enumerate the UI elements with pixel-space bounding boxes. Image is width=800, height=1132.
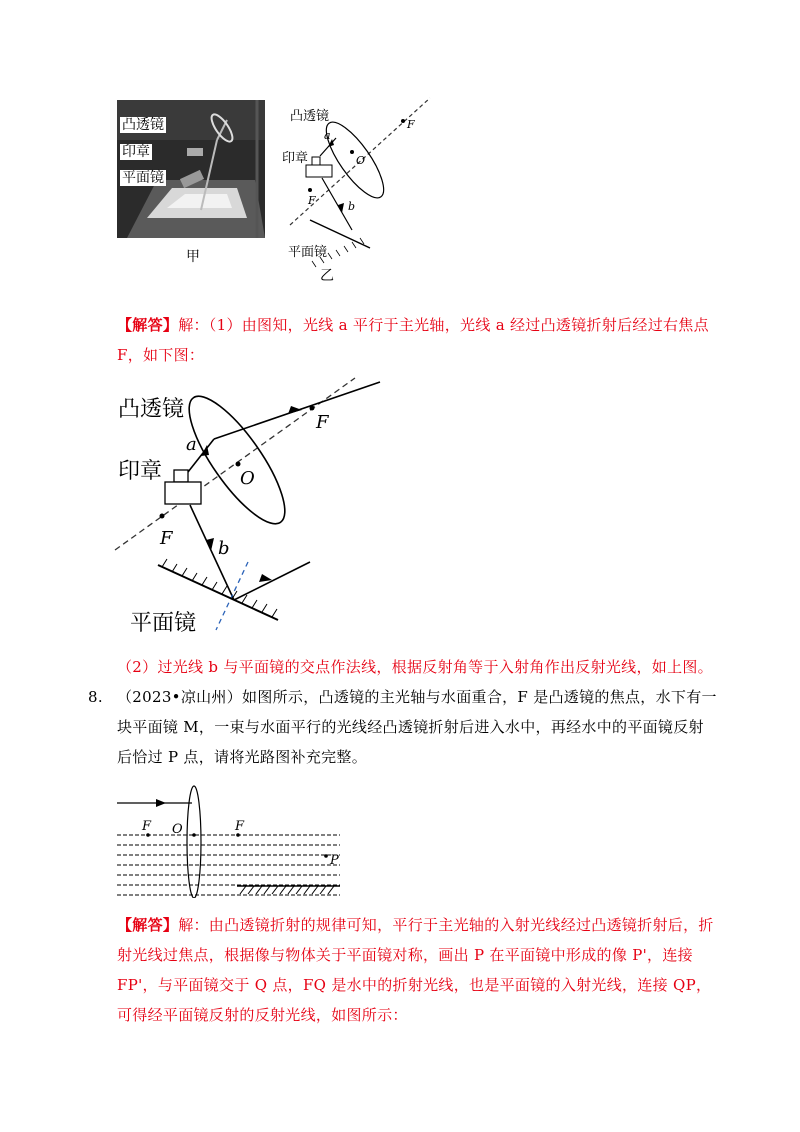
yi-label-b: b xyxy=(348,200,356,213)
answer-8 xyxy=(117,910,717,1030)
yi-mirror xyxy=(310,220,370,248)
yi-label-stamp: 印章 xyxy=(282,151,309,166)
answer-8-text: 解：由凸透镜折射的规律可知，平行于主光轴的入射光线经过凸透镜折射后，折射光线过焦点，根据像与物体关于平面镜对称，画出 P 在平面镜中形成的像 P'，连接 FP'，与平面镜交于 Q 点，FQ 是水中的折射光线，也是平面镜的入射光线，连接 QP，可得经平面镜反射的反射光线，如图所示： xyxy=(117,916,714,1024)
yi-label-focus-upper: F xyxy=(407,118,415,131)
ans-lens xyxy=(174,384,301,536)
ans-refracted-arrow xyxy=(288,406,302,414)
yi-label-focus-lower: F xyxy=(308,194,316,207)
ans-label-b: b xyxy=(218,538,230,559)
ans-label-focus-lower: F xyxy=(160,528,173,549)
q8-point-p-dot xyxy=(324,854,328,858)
question-8-number: 8. xyxy=(88,688,103,706)
ans-label-lens: 凸透镜 xyxy=(118,397,185,422)
photo-caption: 甲 xyxy=(186,249,200,265)
answer-2: （2）过光线 b 与平面镜的交点作法线，根据反射角等于入射角作出反射光线，如上图。 xyxy=(117,658,713,676)
yi-caption: 乙 xyxy=(320,268,334,284)
q8-lens xyxy=(187,786,201,898)
photo-label-stamp: 印章 xyxy=(122,144,150,160)
ans-focus-lower-dot xyxy=(160,514,165,519)
yi-stamp-top xyxy=(312,157,320,165)
q8-incident-arrow xyxy=(156,799,166,807)
photo-label-lens: 凸透镜 xyxy=(122,117,164,133)
ans-label-mirror: 平面镜 xyxy=(130,611,197,636)
answer-1 xyxy=(117,310,717,370)
answer-1-tag: 【解答】 xyxy=(117,316,179,334)
answer-diagram xyxy=(110,372,400,642)
q8-label-focus-right: F xyxy=(235,819,245,834)
q8-label-p: P xyxy=(330,853,339,868)
ans-reflected-ray xyxy=(234,562,310,600)
q8-diagram xyxy=(112,778,347,898)
yi-focus-upper-dot xyxy=(401,119,405,123)
q8-label-center: O xyxy=(172,822,183,837)
ans-label-a: a xyxy=(186,434,197,455)
q8-center-dot xyxy=(192,833,196,837)
ans-reflected-arrow xyxy=(259,574,272,582)
ans-label-focus-upper: F xyxy=(316,412,329,433)
ans-center-dot xyxy=(236,462,241,467)
yi-label-mirror: 平面镜 xyxy=(288,245,328,260)
question-8-text: （2023•凉山州）如图所示，凸透镜的主光轴与水面重合，F 是凸透镜的焦点，水下有一块平面镜 M，一束与水面平行的光线经凸透镜折射后进入水中，再经水中的平面镜反射后恰过 P 点，请将光路图补充完整。 xyxy=(117,688,717,766)
yi-label-lens: 凸透镜 xyxy=(290,109,330,124)
q8-label-focus-left: F xyxy=(142,819,152,834)
q8-mirror-hatch xyxy=(240,886,334,894)
ans-stamp-top xyxy=(174,470,188,482)
answer-1-text: 解：（1）由图知，光线 a 平行于主光轴，光线 a 经过凸透镜折射后经过右焦点 F，如下图： xyxy=(117,316,709,364)
diagram-yi xyxy=(270,90,450,290)
answer-8-tag: 【解答】 xyxy=(117,916,179,934)
ans-label-center: O xyxy=(240,468,255,489)
yi-stamp-body xyxy=(306,165,332,177)
yi-center-dot xyxy=(350,150,354,154)
yi-label-center: O xyxy=(356,154,366,167)
ans-label-stamp: 印章 xyxy=(118,459,163,484)
photo-label-mirror: 平面镜 xyxy=(122,170,164,186)
ans-stamp-body xyxy=(165,482,201,504)
yi-focus-lower-dot xyxy=(308,188,312,192)
experiment-photo xyxy=(117,100,265,238)
yi-label-a: a xyxy=(324,129,331,142)
